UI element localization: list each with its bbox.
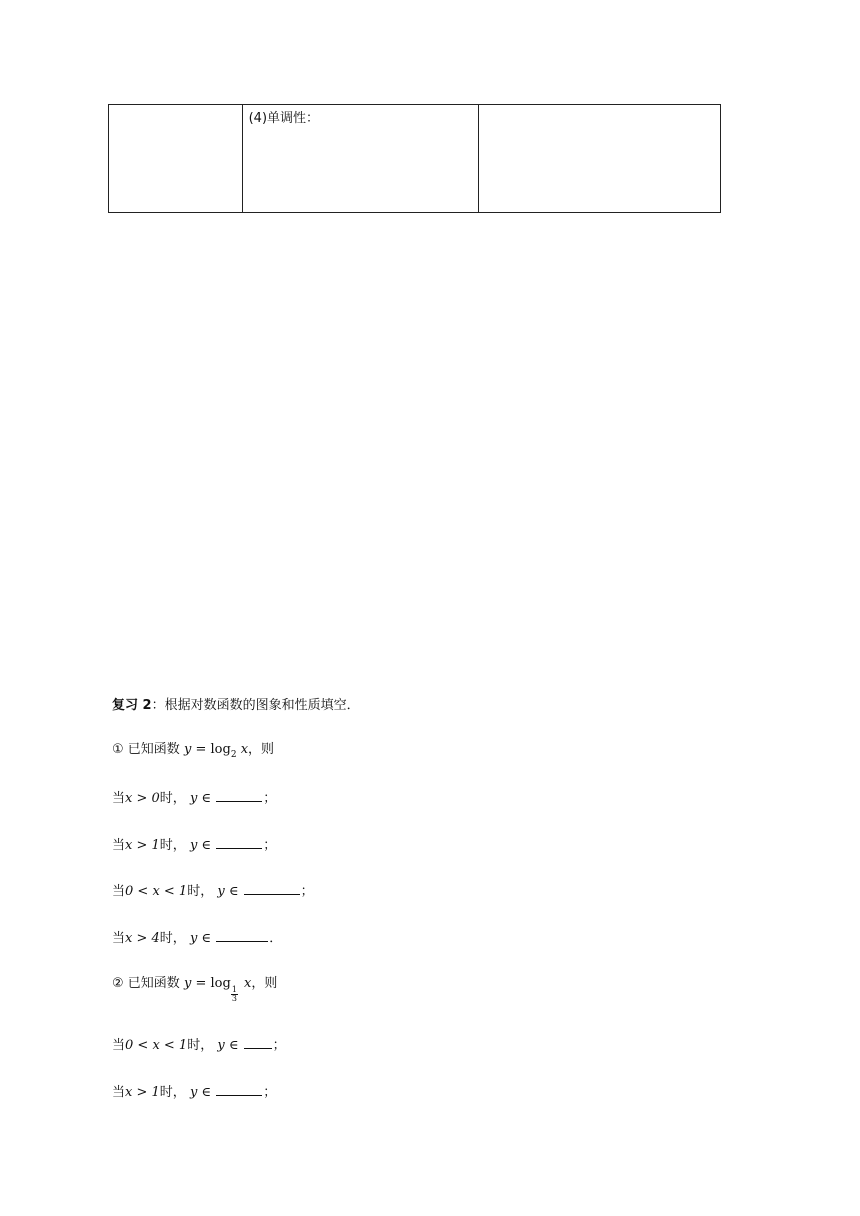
condition-end: ； xyxy=(300,884,314,899)
condition-end: ； xyxy=(272,1038,286,1053)
condition-y: y ∈ xyxy=(189,791,212,806)
condition-y: y ∈ xyxy=(189,1085,212,1100)
answer-blank[interactable] xyxy=(216,929,268,942)
fraction-numerator: 1 xyxy=(231,985,237,994)
answer-blank[interactable] xyxy=(216,789,262,802)
func-log: log xyxy=(210,976,231,991)
table-cell-monotonicity: (4)单调性： xyxy=(242,105,479,213)
table-cell-empty xyxy=(479,105,721,213)
review-2-instruction: 根据对数函数的图象和性质填空． xyxy=(164,698,360,713)
condition-end: ． xyxy=(269,931,283,946)
part-2-marker: ② xyxy=(112,976,124,991)
condition-prefix: 当 xyxy=(112,838,126,853)
func-arg: x xyxy=(244,976,252,991)
condition-expr: x > 1 xyxy=(125,838,160,853)
func-eq: = xyxy=(195,742,207,757)
part-1-condition-1 xyxy=(112,789,276,808)
table-cell-label xyxy=(109,105,243,213)
condition-end: ； xyxy=(263,1085,277,1100)
part-2-condition-1 xyxy=(112,1036,286,1055)
answer-blank[interactable] xyxy=(216,1083,262,1096)
condition-prefix: 当 xyxy=(112,1038,126,1053)
func-tail: ，则 xyxy=(251,976,278,991)
condition-suffix: 时， xyxy=(159,931,186,946)
func-lhs: y xyxy=(183,742,192,757)
part-1-intro xyxy=(112,741,274,760)
condition-end: ； xyxy=(263,791,277,806)
condition-y: y ∈ xyxy=(217,1038,239,1053)
part-1-condition-4 xyxy=(112,929,282,948)
review-2-colon: ： xyxy=(151,698,165,713)
condition-suffix: 时， xyxy=(187,884,214,899)
condition-expr: x > 1 xyxy=(125,1085,160,1100)
answer-blank[interactable] xyxy=(244,1036,272,1049)
condition-suffix: 时， xyxy=(187,1038,214,1053)
condition-prefix: 当 xyxy=(112,1085,126,1100)
part-1-marker: ① xyxy=(112,742,124,757)
part-1-condition-2 xyxy=(112,836,276,855)
func-lhs: y xyxy=(183,976,192,991)
condition-expr: x > 0 xyxy=(125,791,160,806)
condition-end: ； xyxy=(263,838,277,853)
condition-suffix: 时， xyxy=(159,791,186,806)
table-row xyxy=(109,105,721,213)
condition-prefix: 当 xyxy=(112,884,126,899)
func-arg: x xyxy=(240,742,249,757)
condition-y: y ∈ xyxy=(217,884,239,899)
func-base-fraction xyxy=(231,986,238,1003)
answer-blank[interactable] xyxy=(216,836,262,849)
condition-prefix: 当 xyxy=(112,791,126,806)
func-eq: = xyxy=(195,976,207,991)
review-2-title: 复习 2 xyxy=(112,698,152,713)
condition-expr: 0 < x < 1 xyxy=(125,1038,188,1053)
part-1-condition-3 xyxy=(112,882,314,901)
review-2-heading xyxy=(112,697,360,715)
condition-y: y ∈ xyxy=(189,931,212,946)
part-2-condition-2 xyxy=(112,1083,276,1102)
fraction-denominator: 3 xyxy=(231,994,237,1003)
part-1-intro-text: 已知函数 xyxy=(127,742,180,757)
condition-y: y ∈ xyxy=(189,838,212,853)
part-2-intro xyxy=(112,975,277,1003)
condition-expr: x > 4 xyxy=(125,931,160,946)
condition-suffix: 时， xyxy=(159,838,186,853)
condition-prefix: 当 xyxy=(112,931,126,946)
properties-table xyxy=(108,104,721,213)
condition-expr: 0 < x < 1 xyxy=(125,884,188,899)
part-2-intro-text: 已知函数 xyxy=(127,976,180,991)
func-base: 2 xyxy=(230,750,237,760)
answer-blank[interactable] xyxy=(244,882,300,895)
func-tail: ，则 xyxy=(248,742,275,757)
condition-suffix: 时， xyxy=(159,1085,186,1100)
func-log: log xyxy=(210,742,231,757)
